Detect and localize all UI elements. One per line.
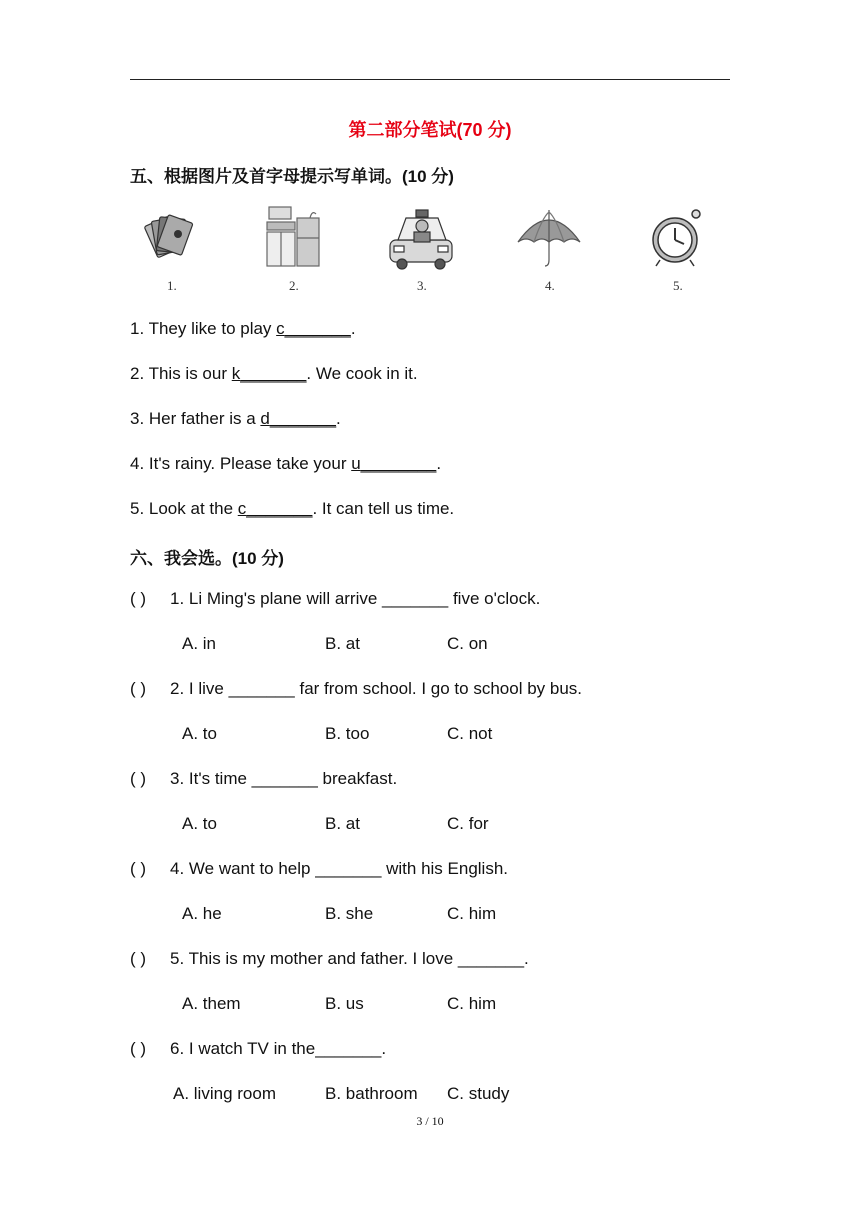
picture-number: 2. xyxy=(289,278,299,293)
option-b: B. at xyxy=(325,634,360,653)
option-c: C. on xyxy=(447,634,488,653)
fill-in-item: 2. This is our k_______. We cook in it. xyxy=(130,364,418,383)
answer-parentheses[interactable]: ( ) xyxy=(130,769,147,788)
question-text: 6. I watch TV in the_______. xyxy=(170,1039,387,1058)
answer-parentheses[interactable]: ( ) xyxy=(130,679,147,698)
answer-blank[interactable]: c_______ xyxy=(237,499,313,518)
fill-in-item: 3. Her father is a d_______. xyxy=(130,409,341,428)
answer-blank[interactable]: c_______ xyxy=(276,319,351,338)
option-b: B. too xyxy=(325,724,370,743)
picture-number: 4. xyxy=(545,278,555,293)
question-text: 3. It's time _______ breakfast. xyxy=(170,769,398,788)
option-b: B. us xyxy=(325,994,364,1013)
option-c: C. him xyxy=(447,904,497,923)
picture-number: 1. xyxy=(167,278,177,293)
picture-number: 3. xyxy=(417,278,427,293)
question-text: 2. I live _______ far from school. I go to school by bus. xyxy=(170,679,583,698)
driver-car-icon xyxy=(376,204,466,274)
option-b: B. at xyxy=(325,814,360,833)
umbrella-icon xyxy=(504,204,594,274)
fill-in-item: 4. It's rainy. Please take your u________. xyxy=(130,454,442,473)
header-rule xyxy=(130,79,730,80)
option-c: C. study xyxy=(447,1084,510,1103)
option-b: B. bathroom xyxy=(325,1084,418,1103)
section-6-heading: 六、我会选。(10 分) xyxy=(130,549,284,568)
question-text: 1. Li Ming's plane will arrive _______ five o'clock. xyxy=(170,589,541,608)
question-text: 5. This is my mother and father. I love _______. xyxy=(170,949,529,968)
page-number: 3 / 10 xyxy=(416,1114,444,1128)
answer-parentheses[interactable]: ( ) xyxy=(130,949,147,968)
option-a: A. to xyxy=(182,814,217,833)
answer-blank[interactable]: k_______ xyxy=(231,364,307,383)
fill-in-item: 1. They like to play c_______. xyxy=(130,319,356,338)
option-c: C. for xyxy=(447,814,489,833)
page-title: 第二部分笔试(70 分) xyxy=(348,120,512,140)
option-a: A. to xyxy=(182,724,217,743)
option-a: A. in xyxy=(182,634,217,653)
option-b: B. she xyxy=(325,904,374,923)
answer-parentheses[interactable]: ( ) xyxy=(130,859,147,878)
option-c: C. not xyxy=(447,724,493,743)
picture-number: 5. xyxy=(673,278,683,293)
fill-in-item: 5. Look at the c_______. It can tell us time. xyxy=(130,499,455,518)
clock-icon xyxy=(632,204,722,274)
answer-blank[interactable]: d_______ xyxy=(260,409,337,428)
question-text: 4. We want to help _______ with his English. xyxy=(170,859,509,878)
answer-parentheses[interactable]: ( ) xyxy=(130,1039,147,1058)
playing-cards-icon xyxy=(128,204,218,274)
answer-parentheses[interactable]: ( ) xyxy=(130,589,147,608)
section-5-heading: 五、根据图片及首字母提示写单词。(10 分) xyxy=(130,167,454,186)
option-a: A. he xyxy=(182,904,222,923)
option-a: A. them xyxy=(182,994,241,1013)
answer-blank[interactable]: u________ xyxy=(351,454,437,473)
option-c: C. him xyxy=(447,994,497,1013)
kitchen-icon xyxy=(250,204,340,274)
option-a: A. living room xyxy=(173,1084,276,1103)
